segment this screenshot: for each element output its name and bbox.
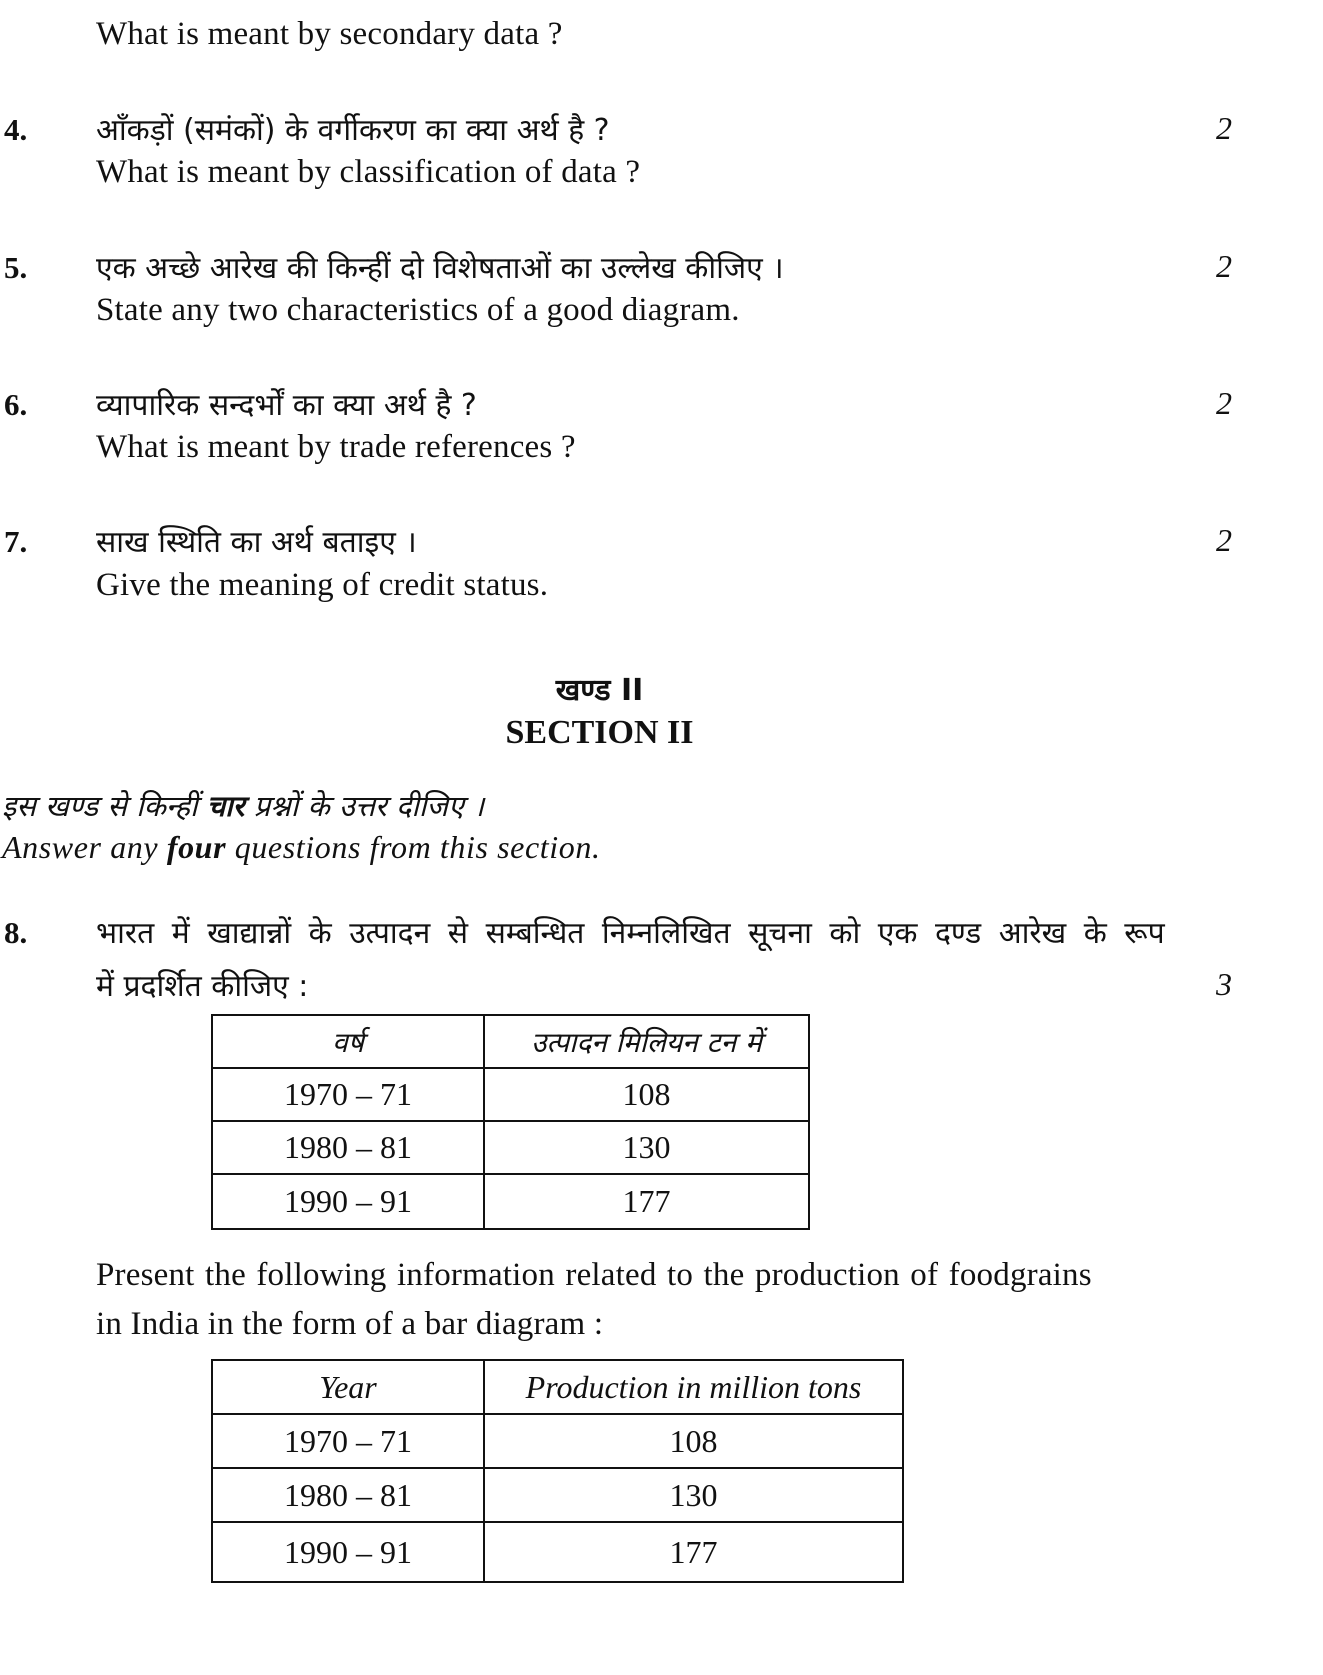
english-data-table: [211, 1359, 904, 1583]
q6-marks: 2: [1216, 385, 1232, 421]
english-table-year-cell: 1990 – 91: [212, 1522, 484, 1582]
q6-hindi-text: व्यापारिक सन्दर्भों का क्या अर्थ है ?: [96, 388, 477, 423]
english-table-year-cell: 1970 – 71: [212, 1414, 484, 1468]
hindi-table-year-cell: 1980 – 81: [212, 1121, 484, 1174]
q8-english-line1: Present the following information related to the production of foodgrains: [96, 1257, 1092, 1293]
section-title-english: SECTION II: [505, 714, 694, 751]
table-row: [212, 1068, 809, 1121]
q6-number: 6.: [4, 387, 28, 422]
hindi-table-value-cell: 177: [484, 1174, 809, 1229]
q8-marks: 3: [1216, 966, 1232, 1002]
instruction-hindi-pre: इस खण्ड से किन्हीं: [2, 789, 207, 823]
english-table-year-cell: 1980 – 81: [212, 1468, 484, 1522]
english-table-header-production: Production in million tons: [484, 1360, 903, 1414]
instruction-english-bold: four: [166, 829, 227, 865]
q4-hindi-text: आँकड़ों (समंकों) के वर्गीकरण का क्या अर्थ है ?: [96, 113, 610, 148]
section-instruction-english: [2, 829, 601, 866]
q4-marks: 2: [1216, 110, 1232, 146]
table-row: [212, 1468, 903, 1522]
q5-number: 5.: [4, 250, 28, 285]
english-table-value-cell: 108: [484, 1414, 903, 1468]
q5-english-text: State any two characteristics of a good diagram.: [96, 292, 740, 328]
table-row: [212, 1174, 809, 1229]
q8-english-line2: in India in the form of a bar diagram :: [96, 1306, 604, 1342]
hindi-table-year-cell: 1970 – 71: [212, 1068, 484, 1121]
q7-hindi-text: साख स्थिति का अर्थ बताइए ।: [96, 525, 417, 560]
q4-english-text: What is meant by classification of data ?: [96, 154, 641, 190]
english-table-header-year: Year: [212, 1360, 484, 1414]
q8-hindi-line1: भारत में खाद्यान्नों के उत्पादन से सम्बन्धित निम्नलिखित सूचना को एक दण्ड आरेख के रूप: [96, 916, 1165, 951]
q5-marks: 2: [1216, 248, 1232, 284]
section-title-hindi: खण्ड II: [555, 673, 644, 708]
table-row: [212, 1414, 903, 1468]
instruction-english-post: questions from this section.: [226, 829, 601, 865]
hindi-table-header-year: वर्ष: [212, 1015, 484, 1068]
instruction-english-pre: Answer any: [2, 829, 167, 865]
q8-number: 8.: [4, 915, 28, 950]
hindi-table-value-cell: 130: [484, 1121, 809, 1174]
q4-number: 4.: [4, 112, 28, 147]
q6-english-text: What is meant by trade references ?: [96, 429, 576, 465]
hindi-table-value-cell: 108: [484, 1068, 809, 1121]
english-table-value-cell: 130: [484, 1468, 903, 1522]
instruction-hindi-bold: चार: [206, 789, 245, 823]
table-row: [212, 1121, 809, 1174]
english-table-value-cell: 177: [484, 1522, 903, 1582]
english-table-header-row: [212, 1360, 903, 1414]
hindi-table-header-row: [212, 1015, 809, 1068]
q8-hindi-line2: में प्रदर्शित कीजिए :: [96, 969, 309, 1004]
q7-number: 7.: [4, 524, 28, 559]
q7-english-text: Give the meaning of credit status.: [96, 567, 549, 603]
section-instruction-hindi: [2, 786, 484, 825]
instruction-hindi-post: प्रश्नों के उत्तर दीजिए ।: [244, 789, 485, 823]
q7-marks: 2: [1216, 522, 1232, 558]
hindi-data-table: [211, 1014, 810, 1230]
q5-hindi-text: एक अच्छे आरेख की किन्हीं दो विशेषताओं का उल्लेख कीजिए ।: [96, 251, 784, 286]
q3-english-text: What is meant by secondary data ?: [96, 16, 563, 52]
table-row: [212, 1522, 903, 1582]
hindi-table-header-production: उत्पादन मिलियन टन में: [484, 1015, 809, 1068]
hindi-table-year-cell: 1990 – 91: [212, 1174, 484, 1229]
